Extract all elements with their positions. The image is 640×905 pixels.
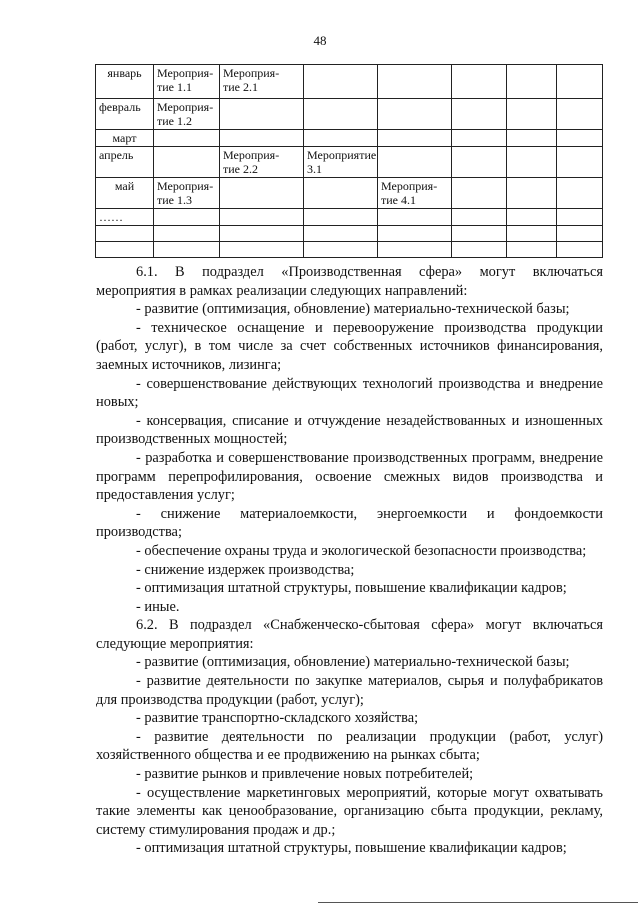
list-item: - осуществление маркетинговых мероприятий, которые могут охватывать такие элементы как ценообразование, организацию сбыта продукции, рекламу, систему стимулирования продаж и др.; [96,784,603,838]
table-row [96,209,603,226]
month-cell [96,226,154,242]
month-cell [96,242,154,258]
table-cell [452,209,507,226]
table-cell [452,178,507,209]
table-cell [154,147,220,178]
table-cell [557,130,603,147]
table-cell [507,147,557,178]
table-cell [557,99,603,130]
table-cell [154,130,220,147]
table-row [96,65,603,99]
list-item: - оптимизация штатной структуры, повышение квалификации кадров; [136,580,567,597]
table-cell [557,242,603,258]
section-6-1-intro: 6.1. В подраздел «Производственная сфера» могут включаться мероприятия в рамках реализации следующих направлений: [96,264,603,299]
list-item: - снижение материалоемкости, энергоемкости и фондоемкости производства; [96,505,603,541]
table-cell [452,130,507,147]
table-cell [220,209,304,226]
table-cell [220,130,304,147]
table-cell [452,99,507,130]
list-item: - развитие транспортно-складского хозяйства; [136,710,419,727]
table-cell [378,209,452,226]
table-cell [452,242,507,258]
table-cell [507,99,557,130]
month-cell: март [96,130,154,147]
table-cell [452,147,507,178]
section-6-1-list [96,300,603,616]
table-cell [557,209,603,226]
table-cell [304,99,378,130]
table-cell: Мероприя- тие 2.1 [220,65,304,99]
table-cell [452,65,507,99]
table-cell [304,65,378,99]
table-cell [220,178,304,209]
table-cell [452,226,507,242]
month-cell: январь [96,65,154,99]
table-cell [304,178,378,209]
month-cell: май [96,178,154,209]
table-cell [378,147,452,178]
table-cell [557,178,603,209]
list-item: - снижение издержек производства; [136,561,355,578]
table-cell [378,65,452,99]
list-item: - развитие рынков и привлечение новых потребителей; [136,766,474,783]
table-cell [378,130,452,147]
list-item: - развитие (оптимизация, обновление) материально-технической базы; [136,301,570,318]
table-row [96,178,603,209]
table-cell [220,242,304,258]
table-row [96,226,603,242]
list-item: - развитие (оптимизация, обновление) материально-технической базы; [136,654,570,671]
table-cell [507,178,557,209]
list-item: - оптимизация штатной структуры, повышение квалификации кадров; [136,840,567,857]
table-row [96,147,603,178]
table-cell [154,242,220,258]
table-cell: Мероприя- тие 1.1 [154,65,220,99]
list-item: - техническое оснащение и перевооружение производства продукции (работ, услуг), в том числе за счет собственных источников финансирования, заемных источников, лизинга; [96,319,603,373]
table-cell [507,226,557,242]
table-cell [304,209,378,226]
section-6-2-list [96,653,603,858]
table-cell: Мероприя- тие 4.1 [378,178,452,209]
table-cell [557,147,603,178]
table-cell [378,99,452,130]
list-item: - обеспечение охраны труда и экологической безопасности производства; [136,542,587,559]
month-cell: …… [96,209,154,226]
table-cell [507,209,557,226]
table-cell [507,65,557,99]
table-cell: Мероприя- тие 1.2 [154,99,220,130]
document-body [96,263,603,858]
table-cell [557,226,603,242]
page-number: 48 [313,33,327,48]
list-item: - консервация, списание и отчуждение незадействованных и изношенных производственных мощностей; [96,412,603,448]
table-cell [154,226,220,242]
table-cell [557,65,603,99]
table-row [96,130,603,147]
list-item: - развитие деятельности по реализации продукции (работ, услуг) хозяйственного общества и ее продвижению на рынках сбыта; [96,728,603,764]
list-item: - развитие деятельности по закупке материалов, сырья и полуфабрикатов для производства продукции (работ, услуг); [96,673,603,708]
section-6-2-intro: 6.2. В подраздел «Снабженческо-сбытовая сфера» могут включаться следующие мероприятия: [96,617,603,652]
list-item: - совершенствование действующих технологий производства и внедрение новых; [96,375,603,411]
events-schedule-table [95,64,603,258]
list-item: - разработка и совершенствование производственных программ, внедрение программ перепрофилирования, освоение смежных видов производства и предоставления услуг; [96,449,603,504]
month-cell: апрель [96,147,154,178]
list-item: - иные. [136,598,180,615]
table-cell [304,242,378,258]
table-cell [304,226,378,242]
table-cell [304,130,378,147]
table-row [96,99,603,130]
table-cell [220,99,304,130]
table-cell [507,242,557,258]
table-row [96,242,603,258]
table-cell [507,130,557,147]
page-edge-line [318,902,638,903]
table-cell: Мероприятие 3.1 [304,147,378,178]
table-cell: Мероприя- тие 2.2 [220,147,304,178]
table-cell [378,242,452,258]
table-cell [154,209,220,226]
table-cell [378,226,452,242]
table-cell [220,226,304,242]
table-cell: Мероприя- тие 1.3 [154,178,220,209]
month-cell: февраль [96,99,154,130]
